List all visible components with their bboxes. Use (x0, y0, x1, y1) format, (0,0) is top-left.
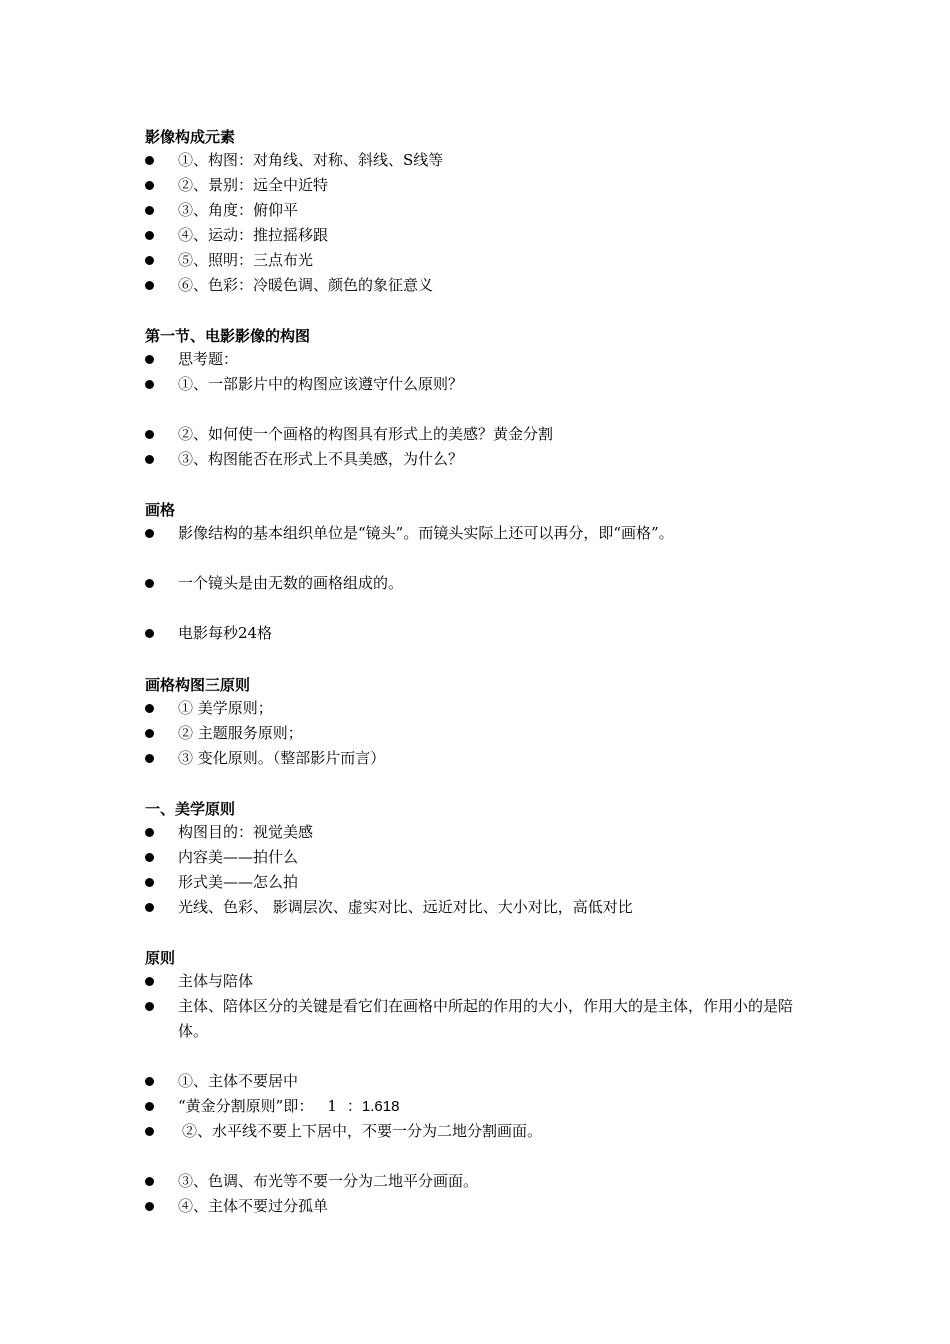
list-item (145, 1169, 805, 1194)
list-item-text: ① 美学原则； (178, 699, 273, 717)
list-item-text: “黄金分割原则”即： (178, 1097, 314, 1115)
list-item-text: ①、主体不要居中 (178, 1072, 299, 1090)
list-item-text: ②、水平线不要上下居中，不要一分为二地分割画面。 (182, 1122, 543, 1140)
bullet-icon (145, 156, 154, 165)
list-item (145, 1069, 805, 1094)
list-item-text: ②、景别：远全中近特 (178, 176, 329, 194)
list-item (145, 621, 805, 646)
bullet-icon (145, 629, 154, 638)
bullet-icon (145, 206, 154, 215)
list-item-text: ①、构图：对角线、对称、斜线、S线等 (178, 151, 444, 169)
list-item-text: ②、如何使一个画格的构图具有形式上的美感？黄金分割 (178, 425, 554, 443)
list-item (145, 148, 805, 173)
list-item (145, 746, 805, 771)
bullet-icon (145, 754, 154, 763)
section-heading: 画格构图三原则 (145, 676, 251, 694)
bullet-icon (145, 380, 154, 389)
bullet-icon (145, 529, 154, 538)
section-heading: 原则 (145, 949, 176, 967)
bullet-icon (145, 1177, 154, 1186)
list-item (145, 820, 805, 845)
bullet-icon (145, 579, 154, 588)
list-item-text: 主体、陪体区分的关键是看它们在画格中所起的作用的大小，作用大的是主体，作用小的是陪体。 (178, 997, 794, 1040)
list-item-text: 内容美——拍什么 (178, 848, 299, 866)
section-heading: 第一节、电影影像的构图 (145, 327, 311, 345)
bullet-icon (145, 729, 154, 738)
bullet-icon (145, 430, 154, 439)
ratio-left-value: 1 (327, 1097, 337, 1115)
list-item (145, 273, 805, 298)
bullet-icon (145, 1202, 154, 1211)
bullet-icon (145, 355, 154, 364)
list-item (145, 571, 805, 596)
list-item (145, 969, 805, 994)
list-item (145, 870, 805, 895)
bullet-icon (145, 1077, 154, 1086)
section-heading: 影像构成元素 (145, 128, 236, 146)
list-item-text: ④、主体不要过分孤单 (178, 1197, 329, 1215)
list-item (145, 372, 805, 397)
list-item (145, 521, 805, 546)
golden-ratio-line (178, 1094, 805, 1119)
list-item (145, 845, 805, 870)
list-item (145, 422, 805, 447)
list-item-text: ③、角度：俯仰平 (178, 201, 299, 219)
list-item (145, 1194, 805, 1219)
bullet-icon (145, 704, 154, 713)
list-item-text: ⑤、照明：三点布光 (178, 251, 314, 269)
bullet-icon (145, 853, 154, 862)
bullet-icon (145, 903, 154, 912)
list-item-text: 思考题： (178, 350, 239, 368)
list-item-text: 主体与陪体 (178, 972, 254, 990)
list-item (145, 198, 805, 223)
bullet-icon (145, 1127, 154, 1136)
ratio-colon: ： (346, 1097, 362, 1115)
list-item-text: ③ 变化原则。（整部影片而言） (178, 749, 386, 767)
list-item (145, 173, 805, 198)
list-item-text: ② 主题服务原则； (178, 724, 303, 742)
list-item (145, 696, 805, 721)
bullet-icon (145, 1102, 154, 1111)
list-item-text: 形式美——怎么拍 (178, 873, 299, 891)
list-item (145, 248, 805, 273)
bullet-icon (145, 828, 154, 837)
list-item (145, 1094, 805, 1119)
bullet-icon (145, 878, 154, 887)
list-item-text: ⑥、色彩：冷暖色调、颜色的象征意义 (178, 276, 434, 294)
bullet-icon (145, 281, 154, 290)
list-item (145, 347, 805, 372)
bullet-icon (145, 455, 154, 464)
list-item (145, 721, 805, 746)
list-item-text: ③、色调、布光等不要一分为二地平分画面。 (178, 1172, 479, 1190)
list-item-text: 影像结构的基本组织单位是“镜头”。而镜头实际上还可以再分，即“画格”。 (178, 524, 674, 542)
list-item-text: ④、运动：推拉摇移跟 (178, 226, 329, 244)
list-item-text: ①、一部影片中的构图应该遵守什么原则？ (178, 375, 464, 393)
list-item (145, 223, 805, 248)
list-item (145, 447, 805, 472)
bullet-icon (145, 977, 154, 986)
list-item-text: 电影每秒24格 (178, 624, 273, 642)
list-item-text: 光线、色彩、 影调层次、虚实对比、远近对比、大小对比，高低对比 (178, 898, 633, 916)
bullet-icon (145, 231, 154, 240)
list-item-text: 构图目的：视觉美感 (178, 823, 314, 841)
bullet-icon (145, 256, 154, 265)
list-item-text: 一个镜头是由无数的画格组成的。 (178, 574, 404, 592)
list-item-text: ③、构图能否在形式上不具美感，为什么？ (178, 450, 464, 468)
bullet-icon (145, 1002, 154, 1011)
bullet-icon (145, 181, 154, 190)
ratio-right-value: 1.618 (361, 1098, 400, 1115)
list-item (145, 994, 805, 1044)
section-heading: 一、美学原则 (145, 800, 236, 818)
list-item (145, 1119, 805, 1144)
section-heading: 画格 (145, 501, 176, 519)
list-item (145, 895, 805, 920)
